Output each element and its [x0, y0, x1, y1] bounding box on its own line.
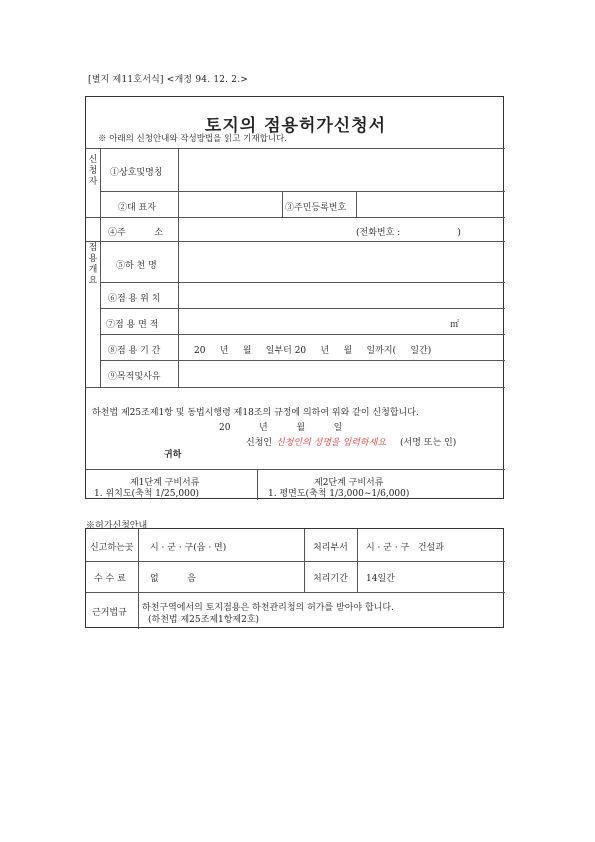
fee-label: 수 수 료 — [94, 574, 126, 584]
stage1-docs-item: 1. 위치도(축척 1/25,000) — [94, 489, 200, 499]
date-line[interactable]: 20 년 월 일 — [219, 423, 343, 433]
declaration-text: 하천법 제25조제1항 및 동법시행령 제18조의 규정에 의하여 위와 같이 신청합니다. — [92, 408, 419, 418]
rule — [100, 282, 505, 283]
stage2-docs-title: 제2단계 구비서류 — [314, 478, 384, 488]
divider — [357, 529, 358, 592]
law-value-1: 하천구역에서의 토지점용은 하천관리청의 허가를 받아야 합니다. — [142, 603, 394, 613]
period-field[interactable]: 20 년 월 일부터 20 년 월 일까지( 일간) — [194, 346, 432, 356]
guide-table — [85, 528, 504, 628]
rule-top — [86, 148, 505, 149]
business-name-label: ①상호및명칭 — [110, 168, 163, 178]
rule — [100, 308, 505, 309]
rule — [86, 469, 505, 470]
representative-label: ②대 표자 — [118, 203, 156, 213]
divider — [138, 529, 139, 629]
period-label: ⑧점 용 기 간 — [108, 346, 161, 356]
divider — [356, 191, 357, 217]
rule — [86, 241, 505, 242]
location-label: ⑥점 용 위 치 — [108, 294, 161, 304]
law-value-2: (하천법 제25조제1항제2호) — [148, 615, 260, 625]
divider — [304, 529, 305, 592]
resident-no-label: ③주민등록번호 — [285, 203, 347, 213]
side-divider — [100, 148, 101, 387]
submit-to-label: 신고하는곳 — [90, 543, 134, 553]
sign-note: (서명 또는 인) — [400, 438, 457, 448]
occupancy-side-label: 점용개요 — [88, 243, 98, 286]
label-divider — [178, 148, 179, 387]
applicant-side-label: 신청자 — [88, 155, 98, 187]
period-label: 처리기간 — [313, 574, 348, 584]
river-name-label: ⑤하 천 명 — [116, 261, 157, 271]
address-label: ④주 소 — [108, 228, 163, 238]
divider — [282, 191, 283, 217]
rule — [100, 191, 505, 192]
purpose-label: ⑨목적및사유 — [108, 372, 161, 382]
rule — [86, 592, 505, 593]
rule — [100, 360, 505, 361]
applicant-name-input[interactable]: 신청인의 성명을 입력하세요 — [276, 438, 387, 448]
rule — [100, 334, 505, 335]
divider — [257, 469, 258, 500]
area-unit: ㎡ — [450, 320, 460, 330]
period-value: 14일간 — [366, 574, 395, 584]
recipient-label: 귀하 — [164, 450, 182, 460]
rule — [86, 217, 505, 218]
area-label: ⑦점 용 면 적 — [106, 320, 159, 330]
rule — [86, 561, 505, 562]
dept-value: 시 · 군 · 구 건설과 — [366, 543, 444, 553]
guide-title: ※허가신청안내 — [86, 521, 148, 531]
applicant-label: 신청인 — [246, 438, 273, 448]
form-instructions: ※ 아래의 신청안내와 작성방법을 읽고 기재합니다. — [98, 134, 287, 144]
law-label: 근거법규 — [92, 608, 127, 618]
phone-field[interactable]: (전화번호 : ) — [356, 228, 461, 238]
rule — [86, 387, 505, 388]
fee-value: 없 음 — [150, 574, 196, 584]
application-form — [85, 96, 504, 499]
form-number-note: [별지 제11호서식] <개정 94. 12. 2.> — [88, 75, 249, 85]
stage1-docs-title: 제1단계 구비서류 — [130, 478, 200, 488]
dept-label: 처리부서 — [313, 543, 348, 553]
form-title: 토지의 점용허가신청서 — [204, 116, 387, 136]
submit-to-value: 시 · 군 · 구(읍 · 면) — [150, 543, 227, 553]
stage2-docs-item: 1. 평면도(축척 1/3,000∼1/6,000) — [268, 489, 410, 499]
